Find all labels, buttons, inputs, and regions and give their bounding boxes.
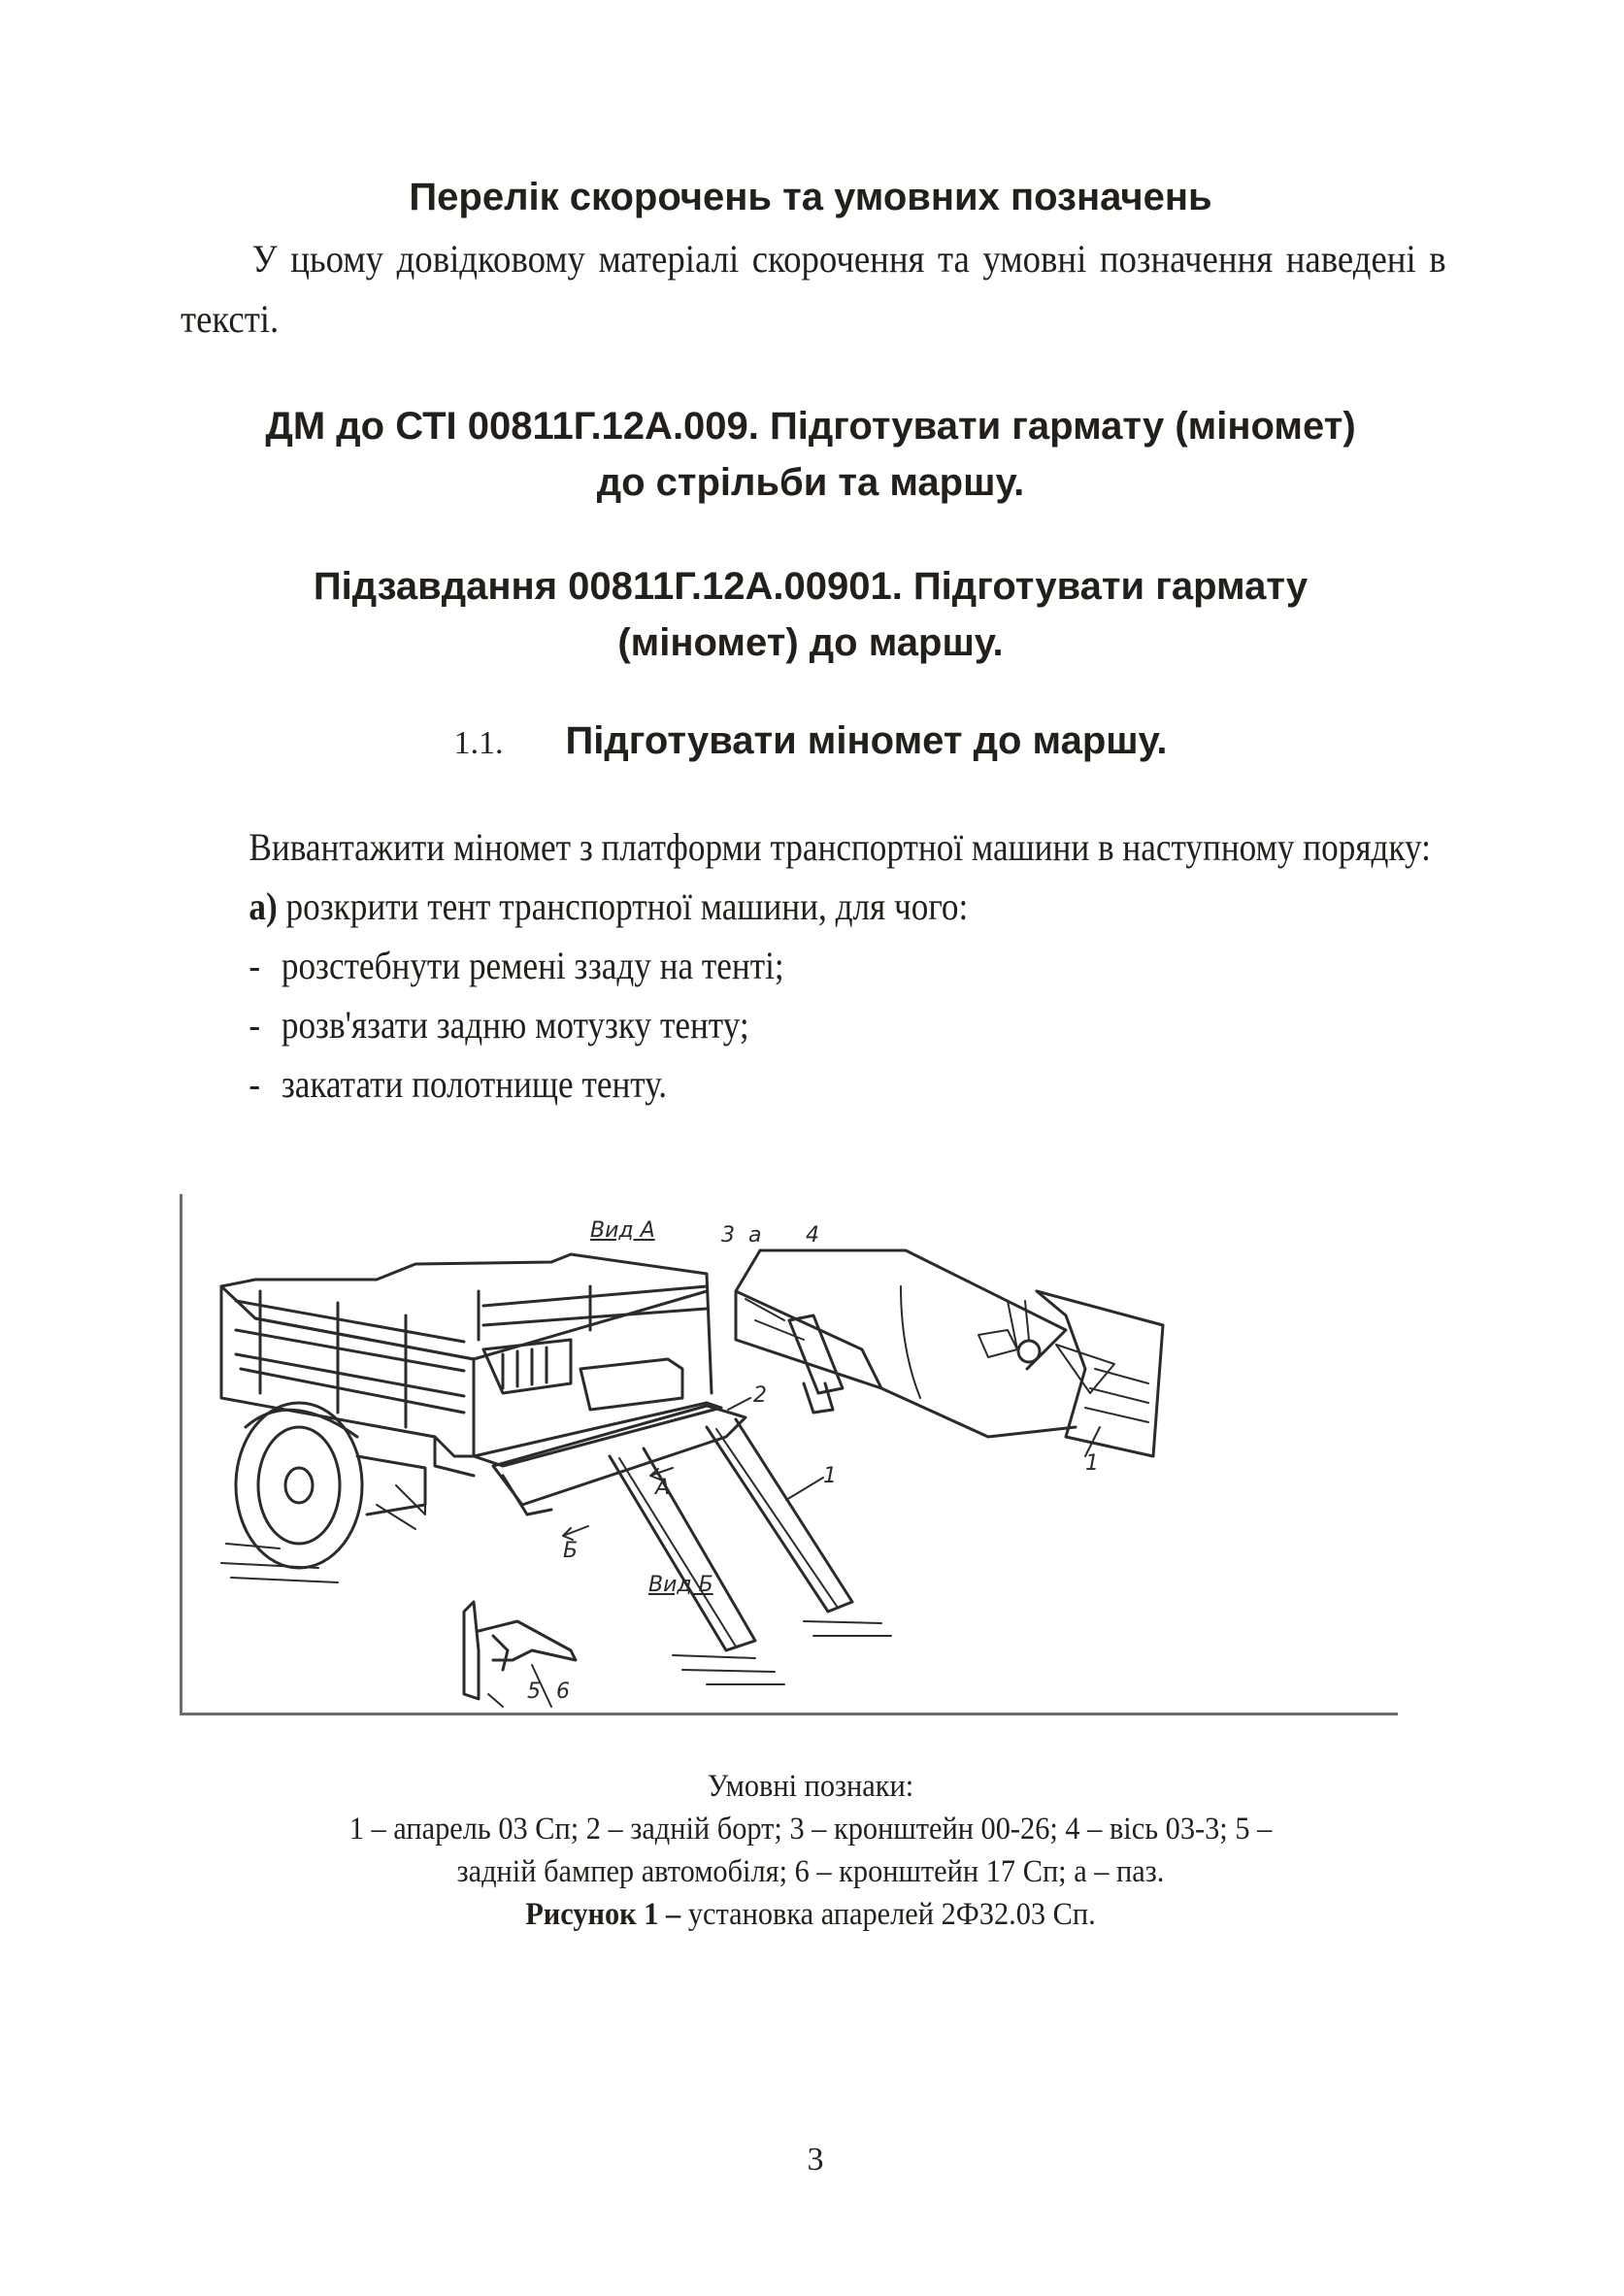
- figure-title: [225, 1893, 1395, 1936]
- dash-marker: -: [249, 1062, 261, 1106]
- callout-6: 6: [556, 1680, 570, 1704]
- legend-line-1: 1 – апарель 03 Сп; 2 – задній борт; 3 – кронштейн 00-26; 4 – вісь 03-3; 5 –: [348, 1812, 1273, 1847]
- bullet-text: розстебнути ремені ззаду на тенті;: [281, 944, 784, 987]
- subtask-heading: [175, 558, 1446, 671]
- bullet-item: [181, 936, 1444, 995]
- subtask-heading-line-2: (міномет) до маршу.: [617, 621, 1004, 664]
- dm-heading-line-1: ДМ до СТІ 00811Г.12А.009. Підготувати гармату (міномет): [265, 405, 1356, 448]
- subtask-heading-line-1: Підзавдання 00811Г.12А.00901. Підготувати гармату: [313, 565, 1309, 608]
- page-number: 3: [807, 2142, 824, 2178]
- bullet-item: [181, 995, 1444, 1054]
- view-a-label: Вид А: [590, 1218, 655, 1243]
- figure-caption: [225, 1765, 1395, 1936]
- bullet-item: [181, 1054, 1444, 1114]
- intro-paragraph: У цьому довідковому матеріалі скорочення та умовні позначення наведені в тексті.: [181, 237, 1446, 341]
- dm-heading-line-2: до стрільби та маршу.: [596, 461, 1025, 504]
- step-a-text: розкрити тент транспортної машини, для чого:: [277, 884, 969, 928]
- ramp-drawing-illustration: [182, 1194, 1398, 1713]
- figure-ramp-installation: [180, 1194, 1398, 1715]
- callout-2: 2: [753, 1383, 767, 1408]
- section-number: 1.1.: [453, 725, 504, 761]
- arrow-a-label: А: [655, 1476, 671, 1500]
- callout-1-detail: 1: [1085, 1451, 1099, 1476]
- step-a-marker: а): [249, 884, 278, 928]
- arrow-b-label: Б: [563, 1539, 579, 1563]
- legend-title: Умовні познаки:: [707, 1769, 914, 1804]
- step-a: [181, 877, 1444, 936]
- figure-title-text: установка апарелей 2Ф32.03 Сп.: [680, 1897, 1096, 1932]
- callout-5: 5: [527, 1680, 541, 1704]
- legend-line-2: задній бампер автомобіля; 6 – кронштейн 17 Сп; а – паз.: [456, 1854, 1165, 1889]
- callout-3: 3: [721, 1223, 735, 1248]
- section-heading: [175, 716, 1446, 768]
- view-b-label: Вид Б: [648, 1573, 713, 1597]
- figure-number: Рисунок 1 –: [525, 1897, 681, 1932]
- dash-marker: -: [249, 1003, 261, 1047]
- bullet-text: закатати полотнище тенту.: [281, 1062, 668, 1106]
- callout-4: 4: [806, 1223, 819, 1248]
- callout-a: а: [748, 1223, 762, 1248]
- dash-marker: -: [249, 944, 261, 987]
- dm-heading: [175, 398, 1446, 511]
- body-text: [181, 817, 1444, 1114]
- section-title: Підготувати міномет до маршу.: [565, 719, 1168, 762]
- bullet-text: розв'язати задню мотузку тенту;: [281, 1003, 749, 1047]
- callout-1: 1: [823, 1464, 837, 1488]
- list-heading: Перелік скорочень та умовних позначень: [409, 176, 1212, 218]
- unload-paragraph: Вивантажити міномет з платформи транспортної машини в наступному порядку:: [249, 825, 1431, 869]
